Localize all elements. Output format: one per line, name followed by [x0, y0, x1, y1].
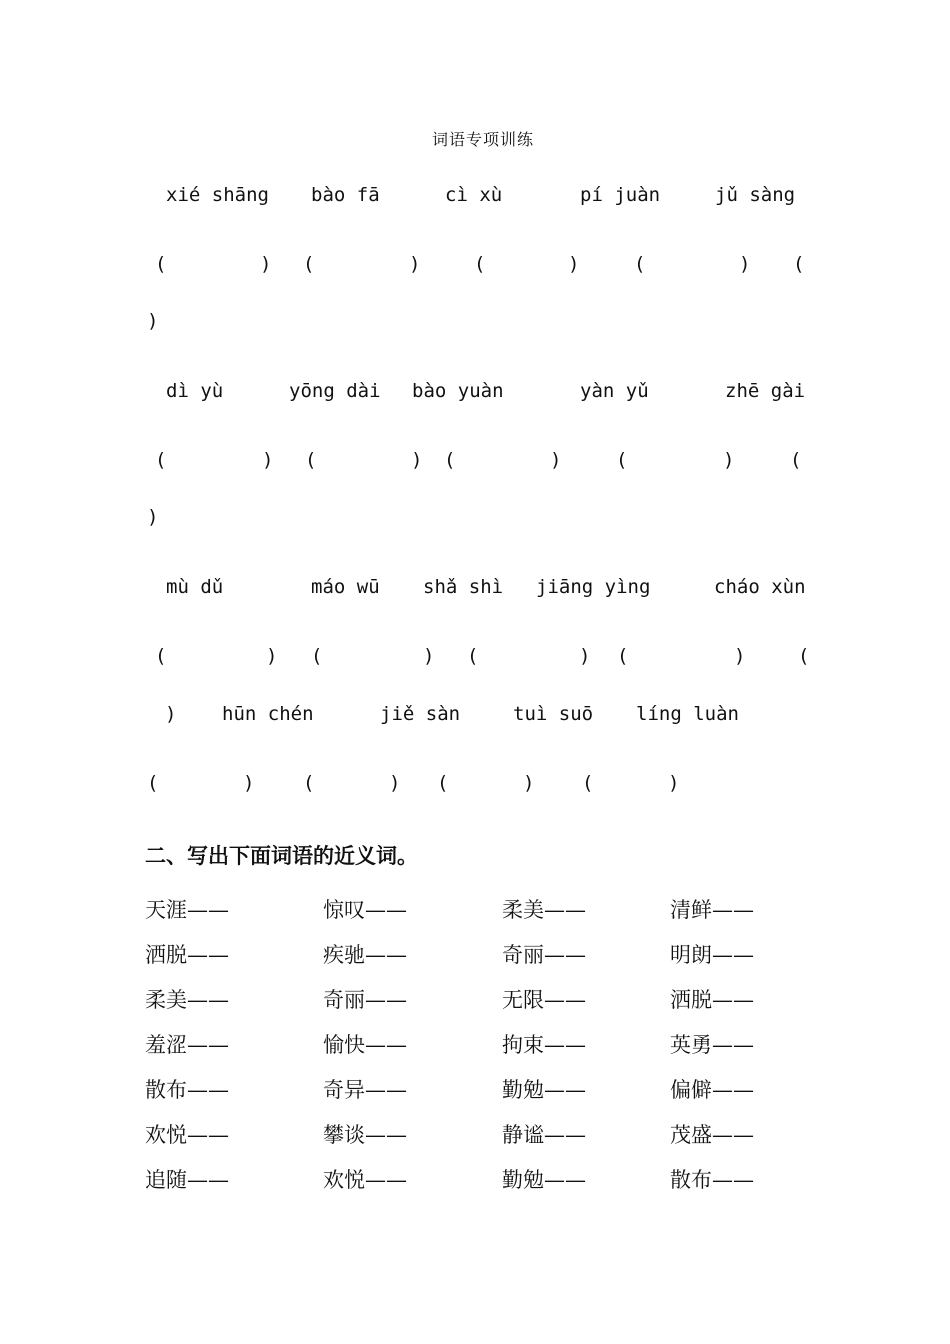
synonym-item: 羞涩—— [145, 1033, 229, 1057]
answer-blank-open: ( [311, 645, 323, 667]
pinyin-item: jiě sàn [380, 703, 461, 725]
pinyin-item: yàn yǔ [580, 380, 649, 402]
answer-blank-close: ) [423, 645, 435, 667]
answer-blank-close: ) [243, 772, 255, 794]
answer-blank-open: ( [444, 449, 456, 471]
synonym-item: 拘束—— [502, 1033, 586, 1057]
synonym-item: 勤勉—— [502, 1078, 586, 1102]
answer-blank-open: ( [474, 253, 486, 275]
answer-blank-open: ( [798, 645, 810, 667]
answer-blank-open: ( [155, 449, 167, 471]
pinyin-item: bào fā [311, 184, 380, 206]
answer-blank-close: ) [389, 772, 401, 794]
synonym-item: 奇异—— [323, 1078, 407, 1102]
answer-blank-open: ( [155, 645, 167, 667]
synonym-item: 明朗—— [670, 943, 754, 967]
synonym-item: 柔美—— [502, 898, 586, 922]
synonym-item: 散布—— [145, 1078, 229, 1102]
answer-blank-close: ) [262, 449, 274, 471]
pinyin-item: tuì suō [513, 703, 594, 725]
synonym-item: 无限—— [502, 988, 586, 1012]
pinyin-item: hūn chén [222, 703, 314, 725]
synonym-item: 追随—— [145, 1168, 229, 1192]
pinyin-item: xié shāng [166, 184, 269, 206]
answer-blank-open: ( [793, 253, 805, 275]
answer-blank-open: ( [303, 772, 315, 794]
answer-blank-close: ) [266, 645, 278, 667]
answer-blank-close: ) [409, 253, 421, 275]
pinyin-item: cì xù [445, 184, 503, 206]
answer-blank-open: ( [634, 253, 646, 275]
pinyin-item: cháo xùn [714, 576, 806, 598]
pinyin-item: shǎ shì [423, 576, 504, 598]
answer-blank-open: ( [305, 449, 317, 471]
synonym-item: 散布—— [670, 1168, 754, 1192]
section-heading: 二、写出下面词语的近义词。 [145, 844, 418, 868]
answer-blank-close: ) [523, 772, 535, 794]
synonym-item: 英勇—— [670, 1033, 754, 1057]
answer-blank-close: ) [739, 253, 751, 275]
synonym-item: 奇丽—— [502, 943, 586, 967]
pinyin-item: pí juàn [580, 184, 661, 206]
synonym-item: 奇丽—— [323, 988, 407, 1012]
answer-blank-open: ( [147, 772, 159, 794]
answer-blank-close: ) [734, 645, 746, 667]
answer-blank-close: ) [579, 645, 591, 667]
pinyin-item: líng luàn [636, 703, 739, 725]
pinyin-item: yōng dài [289, 380, 381, 402]
answer-blank-close: ) [147, 506, 159, 528]
synonym-item: 茂盛—— [670, 1123, 754, 1147]
pinyin-item: bào yuàn [412, 380, 504, 402]
synonym-item: 愉快—— [323, 1033, 407, 1057]
synonym-item: 柔美—— [145, 988, 229, 1012]
pinyin-item: dì yù [166, 380, 224, 402]
answer-blank-close: ) [411, 449, 423, 471]
synonym-item: 静谧—— [502, 1123, 586, 1147]
answer-blank-close: ) [260, 253, 272, 275]
pinyin-item: jǔ sàng [715, 184, 796, 206]
pinyin-item: mù dǔ [166, 576, 224, 598]
answer-blank-open: ( [616, 449, 628, 471]
answer-blank-close: ) [550, 449, 562, 471]
page-title: 词语专项训练 [431, 130, 534, 149]
pinyin-item: zhē gài [725, 380, 806, 402]
answer-blank-open: ( [582, 772, 594, 794]
synonym-item: 清鲜—— [670, 898, 754, 922]
answer-blank-open: ( [467, 645, 479, 667]
pinyin-item: máo wū [311, 576, 380, 598]
synonym-item: 欢悦—— [323, 1168, 407, 1192]
answer-blank-open: ( [617, 645, 629, 667]
synonym-item: 偏僻—— [670, 1078, 754, 1102]
synonym-item: 勤勉—— [502, 1168, 586, 1192]
synonym-item: 欢悦—— [145, 1123, 229, 1147]
answer-blank-open: ( [303, 253, 315, 275]
answer-blank-close: ) [568, 253, 580, 275]
pinyin-item: jiāng yìng [536, 576, 651, 598]
answer-blank-close: ) [723, 449, 735, 471]
answer-blank-open: ( [155, 253, 167, 275]
synonym-item: 天涯—— [145, 898, 229, 922]
answer-blank-close: ) [668, 772, 680, 794]
synonym-item: 洒脱—— [145, 943, 229, 967]
synonym-item: 疾驰—— [323, 943, 407, 967]
answer-blank-open: ( [790, 449, 802, 471]
synonym-item: 攀谈—— [323, 1123, 407, 1147]
answer-blank-close: ) [147, 310, 159, 332]
answer-blank-close: ) [165, 703, 177, 725]
synonym-item: 洒脱—— [670, 988, 754, 1012]
synonym-item: 惊叹—— [323, 898, 407, 922]
answer-blank-open: ( [437, 772, 449, 794]
